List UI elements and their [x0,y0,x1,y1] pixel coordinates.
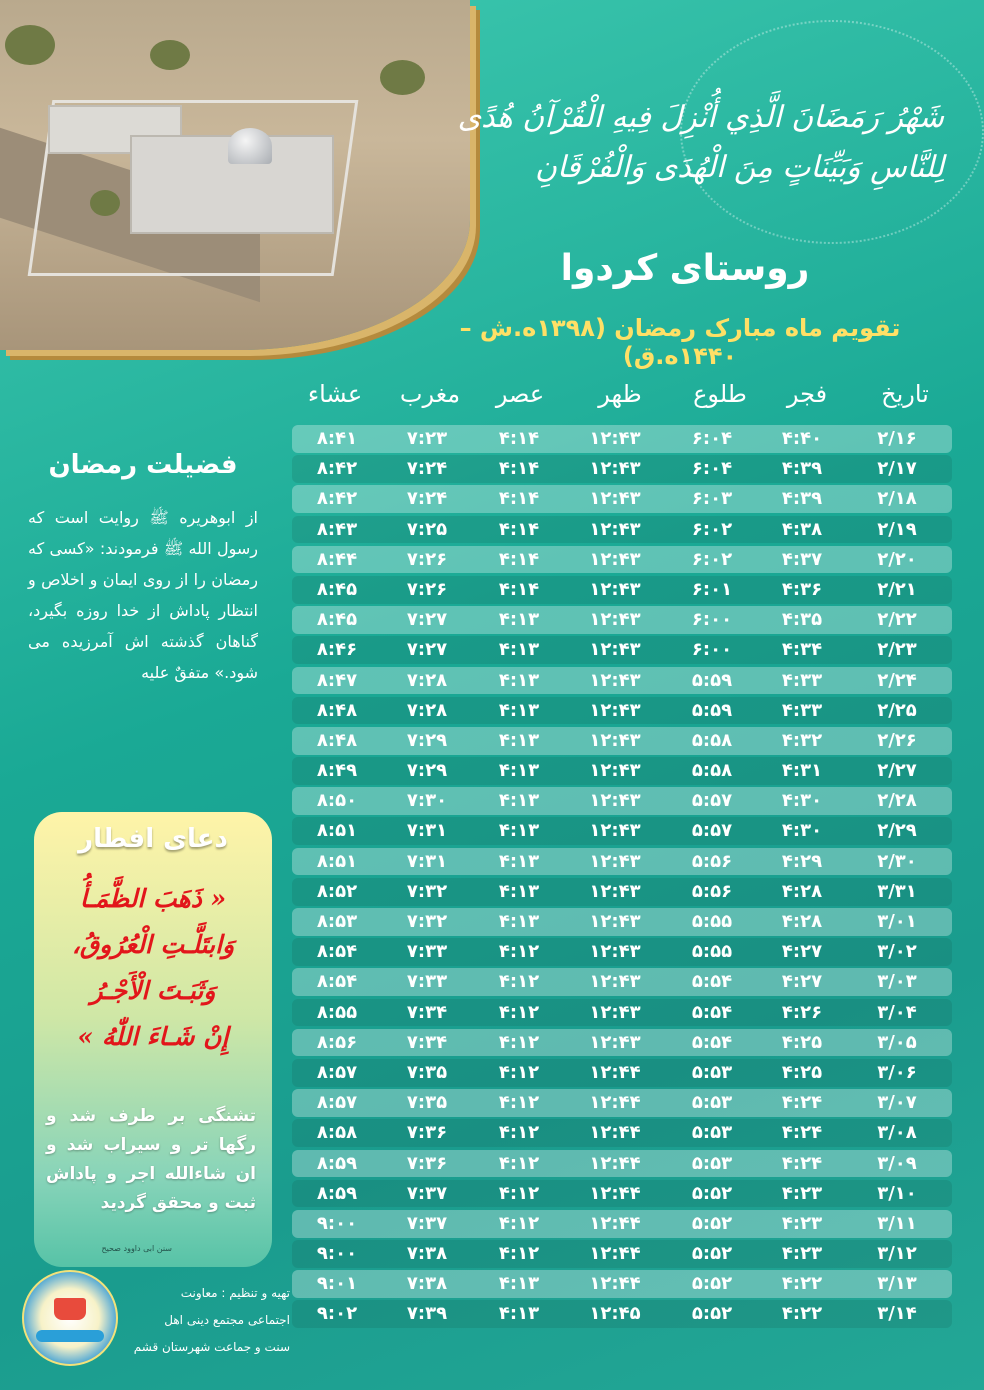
cell-isha: ۸:۵۷ [316,1092,358,1114]
cell-isha: ۸:۵۹ [316,1182,358,1204]
cell-asr: ۴:۱۳ [498,1273,540,1295]
cell-date: ۳/۰۳ [877,971,917,993]
cell-sunrise: ۵:۵۲ [691,1303,733,1325]
cell-dhuhr: ۱۲:۴۴ [589,1273,641,1295]
cell-dhuhr: ۱۲:۴۴ [589,1243,641,1265]
cell-dhuhr: ۱۲:۴۴ [589,1092,641,1114]
photo-mosque-dome [228,128,272,164]
cell-fajr: ۴:۲۲ [781,1273,823,1295]
header-asr: عصر [495,380,545,408]
cell-isha: ۹:۰۱ [316,1273,358,1295]
photo-tree [150,40,190,70]
cell-asr: ۴:۱۳ [498,911,540,932]
cell-isha: ۸:۴۷ [316,669,358,691]
cell-asr: ۴:۱۳ [498,850,540,872]
dua-source: سنن ابی داوود صحیح [101,1244,172,1253]
cell-isha: ۸:۴۵ [316,578,358,600]
cell-sunrise: ۵:۵۲ [691,1243,733,1265]
table-row [292,485,952,513]
cell-asr: ۴:۱۳ [498,669,540,691]
cell-date: ۲/۲۷ [877,760,917,782]
cell-asr: ۴:۱۳ [498,790,540,812]
cell-isha: ۸:۵۲ [316,880,358,902]
cell-fajr: ۴:۲۳ [781,1243,823,1265]
cell-asr: ۴:۱۲ [498,1212,540,1234]
cell-fajr: ۴:۲۴ [781,1152,823,1174]
organization-logo [22,1270,118,1366]
cell-sunrise: ۶:۰۴ [691,458,733,480]
cell-fajr: ۴:۳۱ [781,760,823,782]
cell-isha: ۸:۵۱ [316,850,358,872]
cell-isha: ۸:۴۴ [316,548,358,570]
table-row [292,455,952,483]
cell-date: ۲/۲۲ [877,609,917,631]
cell-asr: ۴:۱۲ [498,941,540,963]
cell-fajr: ۴:۳۵ [781,609,823,631]
cell-fajr: ۴:۲۳ [781,1212,823,1234]
table-row [292,636,952,664]
photo-tree [90,190,120,216]
cell-maghrib: ۷:۲۸ [406,669,448,691]
cell-date: ۲/۱۶ [877,428,917,449]
cell-fajr: ۴:۲۷ [781,971,823,993]
cell-sunrise: ۵:۵۶ [691,850,733,872]
cell-asr: ۴:۱۳ [498,1303,540,1325]
cell-isha: ۸:۴۵ [316,609,358,631]
cell-dhuhr: ۱۲:۴۳ [589,729,641,751]
header-dhuhr: ظهر [598,380,642,408]
header-isha: عشاء [307,380,363,408]
table-row [292,697,952,725]
cell-date: ۳/۱۴ [877,1303,917,1325]
table-row [292,1059,952,1087]
cell-sunrise: ۵:۵۳ [691,1152,733,1174]
cell-isha: ۸:۴۸ [316,729,358,751]
cell-date: ۲/۱۹ [877,518,917,540]
cell-date: ۳/۰۵ [877,1031,917,1053]
cell-sunrise: ۶:۰۲ [691,518,733,540]
cell-fajr: ۴:۲۵ [781,1031,823,1053]
cell-maghrib: ۷:۲۴ [406,458,448,480]
cell-maghrib: ۷:۳۰ [406,790,448,812]
dua-line: إِنْ شَـاءَ اللّٰهُ » [77,1022,229,1051]
cell-asr: ۴:۱۳ [498,880,540,902]
cell-date: ۳/۱۱ [877,1212,917,1234]
cell-maghrib: ۷:۳۱ [406,850,448,872]
credit-line: سنت و جماعت شهرستان قشم [133,1340,290,1354]
cell-maghrib: ۷:۳۴ [406,1001,448,1023]
cell-isha: ۹:۰۰ [316,1212,358,1234]
cell-isha: ۸:۵۸ [316,1122,358,1144]
header-date: تاریخ [881,380,929,408]
cell-fajr: ۴:۳۰ [781,820,823,842]
cell-sunrise: ۵:۵۲ [691,1182,733,1204]
cell-dhuhr: ۱۲:۴۳ [589,488,641,510]
cell-dhuhr: ۱۲:۴۳ [589,699,641,721]
cell-dhuhr: ۱۲:۴۳ [589,669,641,691]
cell-sunrise: ۶:۰۱ [691,578,733,600]
table-row [292,425,952,453]
cell-date: ۳/۰۴ [877,1001,917,1023]
cell-asr: ۴:۱۴ [498,488,540,510]
cell-date: ۲/۲۶ [877,729,917,751]
cell-maghrib: ۷:۳۱ [406,820,448,842]
cell-asr: ۴:۱۳ [498,760,540,782]
cell-maghrib: ۷:۳۳ [406,941,448,963]
cell-fajr: ۴:۲۳ [781,1182,823,1204]
photo-tree [5,25,55,65]
cell-dhuhr: ۱۲:۴۳ [589,911,641,932]
logo-wave-icon [36,1330,104,1342]
cell-asr: ۴:۱۳ [498,820,540,842]
cell-date: ۲/۲۴ [877,669,917,691]
cell-fajr: ۴:۳۴ [781,639,823,661]
table-row [292,516,952,544]
cell-sunrise: ۵:۵۲ [691,1212,733,1234]
cell-fajr: ۴:۳۹ [781,488,823,510]
cell-date: ۳/۰۲ [877,941,917,963]
cell-asr: ۴:۱۳ [498,699,540,721]
cell-isha: ۸:۴۶ [316,639,358,661]
cell-asr: ۴:۱۳ [498,729,540,751]
cell-date: ۳/۳۱ [877,880,917,902]
cell-asr: ۴:۱۲ [498,971,540,993]
cell-dhuhr: ۱۲:۴۳ [589,639,641,661]
cell-fajr: ۴:۲۷ [781,941,823,963]
cell-fajr: ۴:۳۳ [781,699,823,721]
cell-dhuhr: ۱۲:۴۳ [589,820,641,842]
cell-dhuhr: ۱۲:۴۳ [589,458,641,480]
cell-dhuhr: ۱۲:۴۴ [589,1061,641,1083]
cell-date: ۲/۱۸ [877,488,917,510]
cell-maghrib: ۷:۲۳ [406,428,448,449]
table-row [292,1210,952,1238]
cell-dhuhr: ۱۲:۴۳ [589,609,641,631]
table-row [292,1180,952,1208]
dua-title: دعای افطار [78,824,228,854]
cell-sunrise: ۵:۵۴ [691,971,733,993]
cell-asr: ۴:۱۲ [498,1182,540,1204]
cell-fajr: ۴:۲۸ [781,911,823,932]
cell-maghrib: ۷:۳۴ [406,1031,448,1053]
table-row [292,787,952,815]
cell-fajr: ۴:۳۰ [781,790,823,812]
cell-asr: ۴:۱۴ [498,428,540,449]
cell-sunrise: ۶:۰۰ [691,609,733,631]
cell-fajr: ۴:۲۸ [781,880,823,902]
cell-maghrib: ۷:۳۳ [406,971,448,993]
cell-maghrib: ۷:۳۶ [406,1152,448,1174]
table-row [292,576,952,604]
cell-asr: ۴:۱۴ [498,458,540,480]
cell-date: ۳/۱۲ [877,1243,917,1265]
cell-sunrise: ۵:۵۸ [691,729,733,751]
cell-dhuhr: ۱۲:۴۳ [589,518,641,540]
cell-asr: ۴:۱۲ [498,1122,540,1144]
dua-line: وَثَبَـتَ الْأَجْـرُ [90,976,216,1005]
virtue-section [28,450,258,688]
cell-isha: ۸:۵۹ [316,1152,358,1174]
table-row [292,1089,952,1117]
cell-fajr: ۴:۳۲ [781,729,823,751]
cell-fajr: ۴:۳۶ [781,578,823,600]
table-row [292,606,952,634]
cell-asr: ۴:۱۳ [498,639,540,661]
cell-isha: ۸:۴۱ [316,428,358,449]
cell-date: ۲/۳۰ [877,850,917,872]
cell-sunrise: ۵:۵۸ [691,760,733,782]
dua-translation: تشنگی بر طرف شد و رگها تر و سیراب شد و ان شاءالله اجر و پاداش ثبت و محقق گردید [46,1106,256,1213]
cell-isha: ۸:۴۲ [316,458,358,480]
cell-fajr: ۴:۳۳ [781,669,823,691]
table-row [292,757,952,785]
cell-isha: ۸:۴۸ [316,699,358,721]
cell-dhuhr: ۱۲:۴۴ [589,1122,641,1144]
table-row [292,1119,952,1147]
header-sunrise: طلوع [693,380,747,408]
cell-date: ۳/۰۶ [877,1061,917,1083]
cell-isha: ۸:۵۰ [316,790,358,812]
credit-line: تهیه و تنظیم : معاونت [180,1286,290,1300]
cell-fajr: ۴:۲۶ [781,1001,823,1023]
quran-verse-line2: لِلنَّاسِ وَبَيِّنَاتٍ مِنَ الْهُدَى وَالْفُرْقَانِ [535,150,944,185]
iftar-dua-card [34,812,272,1267]
cell-fajr: ۴:۳۸ [781,518,823,540]
cell-dhuhr: ۱۲:۴۳ [589,850,641,872]
photo-tree [380,60,425,95]
table-row [292,817,952,845]
cell-maghrib: ۷:۲۹ [406,729,448,751]
cell-fajr: ۴:۳۷ [781,548,823,570]
cell-asr: ۴:۱۲ [498,1031,540,1053]
cell-dhuhr: ۱۲:۴۳ [589,548,641,570]
cell-date: ۲/۲۹ [877,820,917,842]
cell-dhuhr: ۱۲:۴۳ [589,1031,641,1053]
cell-maghrib: ۷:۳۸ [406,1273,448,1295]
timetable-body [292,425,952,1331]
cell-date: ۲/۲۰ [877,548,917,570]
cell-fajr: ۴:۲۲ [781,1303,823,1325]
cell-asr: ۴:۱۲ [498,1001,540,1023]
cell-maghrib: ۷:۲۷ [406,609,448,631]
cell-asr: ۴:۱۴ [498,518,540,540]
cell-maghrib: ۷:۲۶ [406,548,448,570]
cell-date: ۲/۲۳ [877,639,917,661]
table-row [292,968,952,996]
cell-isha: ۹:۰۲ [316,1303,358,1325]
cell-dhuhr: ۱۲:۴۳ [589,578,641,600]
cell-isha: ۹:۰۰ [316,1243,358,1265]
cell-isha: ۸:۴۹ [316,760,358,782]
calendar-subtitle: تقویم ماه مبارک رمضان (۱۳۹۸ه.ش – ۱۴۴۰ه.ق) [459,314,901,370]
cell-isha: ۸:۵۶ [316,1031,358,1053]
cell-sunrise: ۵:۵۲ [691,1273,733,1295]
cell-dhuhr: ۱۲:۴۳ [589,880,641,902]
cell-asr: ۴:۱۲ [498,1092,540,1114]
header-maghrib: مغرب [399,380,461,408]
dua-line: « ذَهَبَ الظَّمَـأُ [79,884,227,913]
cell-dhuhr: ۱۲:۴۴ [589,1212,641,1234]
cell-sunrise: ۵:۵۳ [691,1122,733,1144]
cell-sunrise: ۶:۰۰ [691,639,733,661]
cell-dhuhr: ۱۲:۴۳ [589,790,641,812]
table-row [292,1300,952,1328]
cell-asr: ۴:۱۴ [498,548,540,570]
cell-isha: ۸:۵۴ [316,941,358,963]
cell-dhuhr: ۱۲:۴۳ [589,760,641,782]
cell-maghrib: ۷:۳۲ [406,880,448,902]
cell-maghrib: ۷:۲۶ [406,578,448,600]
cell-isha: ۸:۴۳ [316,518,358,540]
table-row [292,1150,952,1178]
header-fajr: فجر [786,380,828,408]
cell-date: ۳/۱۳ [877,1273,917,1295]
cell-fajr: ۴:۲۴ [781,1092,823,1114]
cell-sunrise: ۵:۵۷ [691,790,733,812]
cell-maghrib: ۷:۲۷ [406,639,448,661]
cell-fajr: ۴:۲۴ [781,1122,823,1144]
credits [120,1280,290,1361]
cell-maghrib: ۷:۳۷ [406,1212,448,1234]
cell-date: ۳/۰۱ [877,911,917,932]
cell-sunrise: ۵:۵۷ [691,820,733,842]
cell-date: ۳/۰۹ [877,1152,917,1174]
cell-isha: ۸:۵۷ [316,1061,358,1083]
cell-asr: ۴:۱۲ [498,1152,540,1174]
cell-asr: ۴:۱۳ [498,609,540,631]
timetable-header [290,380,950,420]
cell-maghrib: ۷:۳۲ [406,911,448,932]
cell-maghrib: ۷:۳۹ [406,1303,448,1325]
cell-date: ۳/۰۷ [877,1092,917,1114]
cell-sunrise: ۵:۵۴ [691,1031,733,1053]
cell-isha: ۸:۵۳ [316,911,358,932]
table-row [292,848,952,876]
cell-maghrib: ۷:۲۵ [406,518,448,540]
virtue-title: فضیلت رمضان [48,450,238,480]
cell-sunrise: ۵:۵۶ [691,880,733,902]
cell-date: ۳/۰۸ [877,1122,917,1144]
cell-maghrib: ۷:۳۷ [406,1182,448,1204]
table-row [292,546,952,574]
cell-date: ۲/۲۸ [877,790,917,812]
cell-dhuhr: ۱۲:۴۳ [589,971,641,993]
cell-fajr: ۴:۳۹ [781,458,823,480]
table-row [292,999,952,1027]
village-title: روستای کردوا [560,248,810,289]
cell-sunrise: ۵:۵۵ [691,911,733,932]
cell-dhuhr: ۱۲:۴۴ [589,1182,641,1204]
cell-date: ۲/۱۷ [877,458,917,480]
cell-maghrib: ۷:۲۹ [406,760,448,782]
table-row [292,1029,952,1057]
quran-verse-line1: شَهْرُ رَمَضَانَ الَّذِي أُنْزِلَ فِيهِ الْقُرْآنُ هُدًى [457,100,944,135]
cell-dhuhr: ۱۲:۴۴ [589,1152,641,1174]
dua-line: وَابتَلَّـتِ الْعُرُوقُ، [71,930,235,959]
table-row [292,1270,952,1298]
table-row [292,667,952,695]
cell-fajr: ۴:۲۵ [781,1061,823,1083]
cell-dhuhr: ۱۲:۴۳ [589,941,641,963]
cell-sunrise: ۵:۵۹ [691,699,733,721]
cell-sunrise: ۶:۰۳ [691,488,733,510]
table-row [292,1240,952,1268]
cell-date: ۲/۲۵ [877,699,917,721]
cell-sunrise: ۵:۵۹ [691,669,733,691]
cell-fajr: ۴:۴۰ [781,428,823,449]
cell-dhuhr: ۱۲:۴۵ [589,1303,641,1325]
cell-date: ۲/۲۱ [877,578,917,600]
cell-sunrise: ۵:۵۵ [691,941,733,963]
cell-maghrib: ۷:۳۵ [406,1061,448,1083]
cell-sunrise: ۵:۵۴ [691,1001,733,1023]
logo-book-icon [54,1298,86,1320]
cell-maghrib: ۷:۲۴ [406,488,448,510]
cell-sunrise: ۵:۵۳ [691,1061,733,1083]
virtue-text: از ابوهریره ﷺ روایت است که رسول الله ﷺ فرمودند: «کسی که رمضان را از روی ایمان و اخلاص و انتظار پاداش از خدا روزه بگیرد، گناهان گذشته اش آمرزیده می شود.» متفقٌ علیه [28,508,258,682]
dua-arabic [34,876,272,1060]
cell-dhuhr: ۱۲:۴۳ [589,1001,641,1023]
cell-maghrib: ۷:۳۵ [406,1092,448,1114]
table-row [292,878,952,906]
cell-maghrib: ۷:۲۸ [406,699,448,721]
cell-maghrib: ۷:۳۶ [406,1122,448,1144]
table-row [292,727,952,755]
cell-dhuhr: ۱۲:۴۳ [589,428,641,449]
cell-isha: ۸:۵۱ [316,820,358,842]
cell-sunrise: ۶:۰۴ [691,428,733,449]
mosque-photo [0,0,470,350]
cell-asr: ۴:۱۲ [498,1243,540,1265]
cell-fajr: ۴:۲۹ [781,850,823,872]
credit-line: اجتماعی مجتمع دینی اهل [164,1313,290,1327]
cell-date: ۳/۱۰ [877,1182,917,1204]
table-row [292,938,952,966]
cell-isha: ۸:۵۵ [316,1001,358,1023]
cell-sunrise: ۵:۵۳ [691,1092,733,1114]
cell-asr: ۴:۱۲ [498,1061,540,1083]
cell-sunrise: ۶:۰۲ [691,548,733,570]
cell-maghrib: ۷:۳۸ [406,1243,448,1265]
cell-isha: ۸:۴۲ [316,488,358,510]
cell-isha: ۸:۵۴ [316,971,358,993]
cell-asr: ۴:۱۴ [498,578,540,600]
table-row [292,908,952,936]
